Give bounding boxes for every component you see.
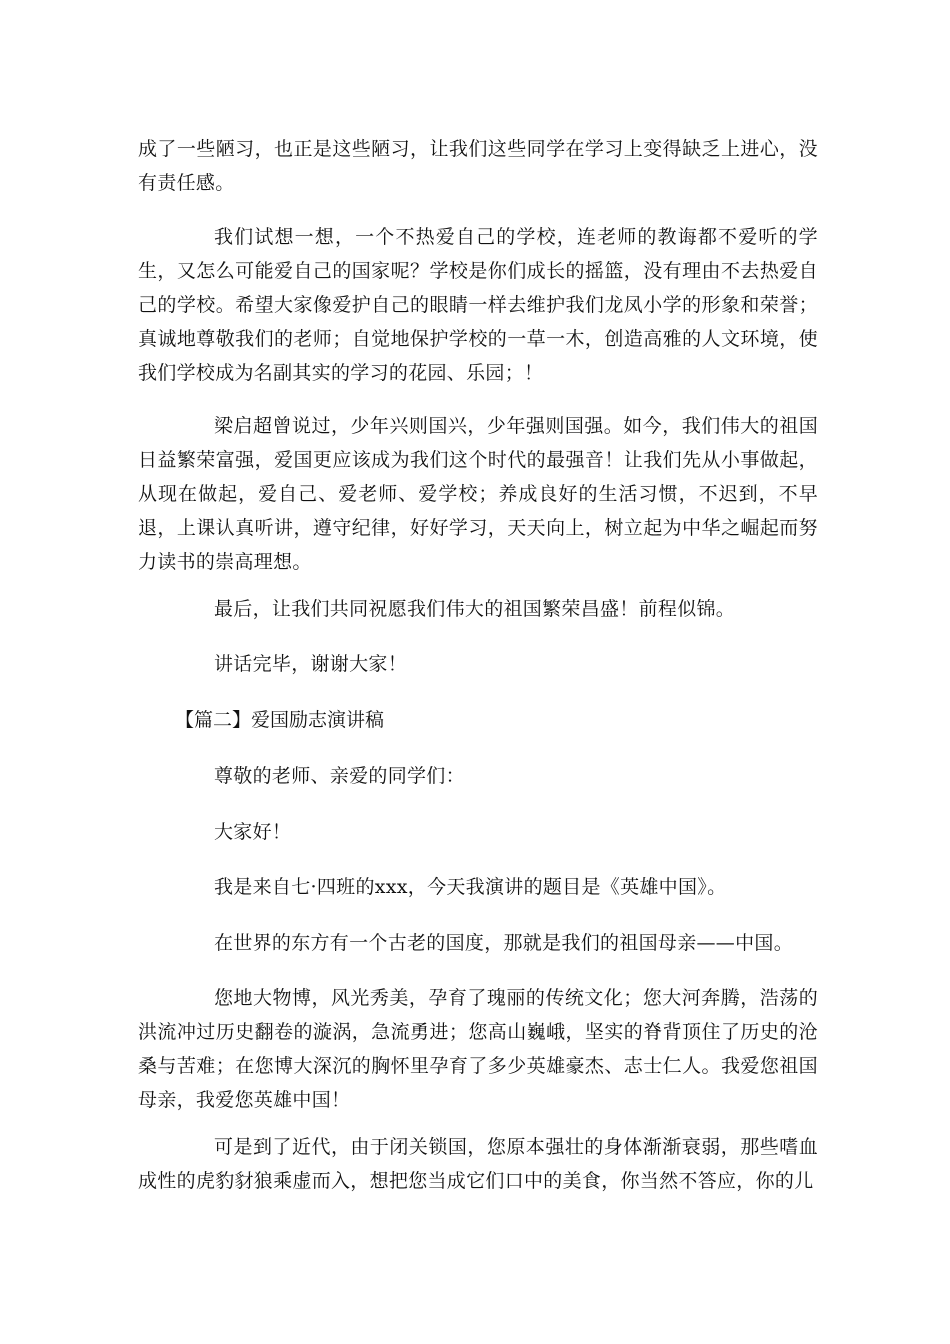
paragraph: 我们试想一想，一个不热爱自己的学校，连老师的教诲都不爱听的学生，又怎么可能爱自己的国家呢？学校是你们成长的摇篮，没有理由不去热爱自己的学校。希望大家像爱护自己的眼睛一样去维护我们龙凤小学的形象和荣誉；真诚地尊敬我们的老师；自觉地保护学校的一草一木，创造高雅的人文环境，使我们学校成为名副其实的学习的花园、乐园；！ <box>138 226 818 384</box>
paragraph: 我是来自七·四班的xxx，今天我演讲的题目是《英雄中国》。 <box>214 876 727 898</box>
paragraph: 梁启超曾说过，少年兴则国兴，少年强则国强。如今，我们伟大的祖国日益繁荣富强，爱国更应该成为我们这个时代的最强音！让我们先从小事做起，从现在做起，爱自己、爱老师、爱学校；养成良好的生活习惯，不迟到，不早退，上课认真听讲，遵守纪律，好好学习，天天向上，树立起为中华之崛起而努力读书的崇高理想。 <box>138 415 818 573</box>
paragraph: 最后，让我们共同祝愿我们伟大的祖国繁荣昌盛！前程似锦。 <box>214 598 736 620</box>
section-heading: 【篇二】爱国励志演讲稿 <box>175 709 385 731</box>
paragraph: 可是到了近代，由于闭关锁国，您原本强壮的身体渐渐衰弱，那些嗜血成性的虎豹豺狼乘虚而入，想把您当成它们口中的美食，你当然不答应，你的儿 <box>138 1136 818 1192</box>
paragraph: 大家好！ <box>214 821 292 843</box>
paragraph: 您地大物博，风光秀美，孕育了瑰丽的传统文化；您大河奔腾，浩荡的洪流冲过历史翻卷的漩涡，急流勇进；您高山巍峨，坚实的脊背顶住了历史的沧桑与苦难；在您博大深沉的胸怀里孕育了多少英雄豪杰、志士仁人。我爱您祖国母亲，我爱您英雄中国！ <box>138 987 818 1111</box>
paragraph: 在世界的东方有一个古老的国度，那就是我们的祖国母亲——中国。 <box>214 932 794 954</box>
paragraph: 讲话完毕，谢谢大家！ <box>214 653 408 675</box>
paragraph: 成了一些陋习，也正是这些陋习，让我们这些同学在学习上变得缺乏上进心，没有责任感。 <box>138 138 818 194</box>
paragraph: 尊敬的老师、亲爱的同学们： <box>214 765 465 787</box>
